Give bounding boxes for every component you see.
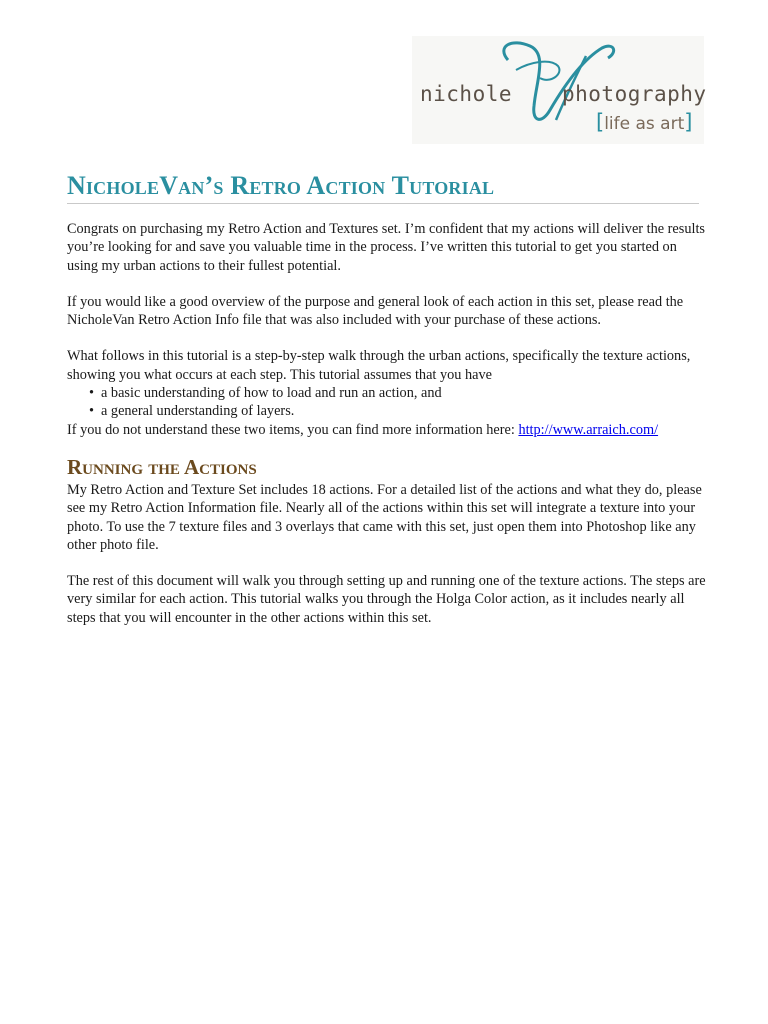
assumptions-list bbox=[67, 384, 707, 421]
intro-paragraph-3: What follows in this tutorial is a step-by-step walk through the urban actions, specifically the texture actions, showing you what occurs at each step. This tutorial assumes that you have bbox=[67, 348, 691, 383]
section-paragraph-1: My Retro Action and Texture Set includes 18 actions. For a detailed list of the actions and what they do, please see my Retro Action Information file. Nearly all of the actions within this set will integrate a texture into your photo. To use the 7 texture files and 3 overlays that came with this set, just open them into Photoshop like any other photo file. bbox=[67, 481, 702, 553]
logo-tagline: [life as art] bbox=[596, 110, 693, 134]
document-body bbox=[67, 220, 707, 645]
logo-word-photography: photography bbox=[562, 82, 707, 106]
page-title: NicholeVan’s Retro Action Tutorial bbox=[67, 170, 699, 204]
intro-paragraph-1: Congrats on purchasing my Retro Action and Textures set. I’m confident that my actions will deliver the results you’re looking for and save you valuable time in the process. I’ve written this tutorial to get you started on using my urban actions to their fullest potential. bbox=[67, 221, 705, 274]
intro-paragraph-4 bbox=[67, 421, 707, 439]
intro-paragraph-2: If you would like a good overview of the purpose and general look of each action in this set, please read the NicholeVan Retro Action Info file that was also included with your purchase of these actions. bbox=[67, 293, 684, 329]
nichole-van-photography-logo bbox=[412, 36, 707, 144]
arraich-link[interactable]: http://www.arraich.com/ bbox=[518, 421, 659, 438]
list-item: • a basic understanding of how to load and run an action, and bbox=[101, 384, 707, 402]
logo-tagline-text: life as art bbox=[604, 114, 685, 134]
section-heading: Running the Actions bbox=[67, 454, 257, 479]
section-paragraph-2: The rest of this document will walk you through setting up and running one of the texture actions. The steps are very similar for each action. This tutorial walks you through the Holga Color action, as it includes nearly all steps that you will encounter in the other actions within this set. bbox=[67, 573, 706, 626]
more-info-text: If you do not understand these two items, you can find more information here: bbox=[67, 421, 519, 438]
logo-word-nichole: nichole bbox=[420, 82, 513, 106]
list-item: • a general understanding of layers. bbox=[101, 402, 707, 420]
